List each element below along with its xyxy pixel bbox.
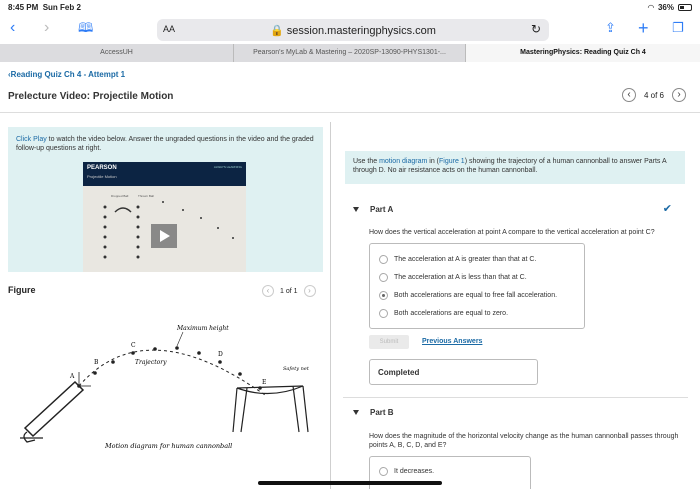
panel-divider: [330, 122, 331, 489]
motion-diagram-link[interactable]: motion diagram: [379, 158, 428, 165]
url-text: 🔒 session.masteringphysics.com: [270, 25, 436, 37]
option-1[interactable]: It decreases.: [379, 467, 434, 476]
trajectory-label: Trajectory: [135, 359, 167, 366]
tab-mylab[interactable]: Pearson's MyLab & Mastering – 2020SP-13090-PHYS1301-...: [233, 44, 466, 62]
part-b-header[interactable]: [343, 405, 688, 423]
item-position: 4 of 6: [643, 90, 664, 100]
submit-button[interactable]: Submit: [369, 335, 409, 349]
point-a-label: A: [70, 373, 75, 380]
video-thumbnail: [83, 162, 246, 272]
point-c-label: C: [131, 342, 136, 349]
breadcrumb[interactable]: ‹Reading Quiz Ch 4 - Attempt 1: [8, 70, 126, 79]
tabs-icon[interactable]: ❐: [672, 20, 684, 35]
safety-net-label: Safety net: [283, 366, 309, 372]
radio-button[interactable]: [379, 309, 388, 318]
part-b-question: How does the magnitude of the horizontal velocity change as the human cannonball passes through points A, B, C, D, and E?: [369, 433, 679, 449]
bookmarks-icon[interactable]: 🕮: [78, 20, 94, 35]
next-item-button[interactable]: ›: [672, 88, 686, 102]
text-size-button[interactable]: AA: [163, 24, 176, 34]
video-instructions: Click Play to watch the video below. Answer the ungraded questions in the video and the graded follow-up questions at right.: [16, 136, 314, 152]
part-a-options: [369, 243, 585, 329]
previous-answers-link[interactable]: Previous Answers: [422, 338, 483, 345]
status-right: [648, 3, 692, 12]
home-indicator[interactable]: [258, 481, 442, 485]
figure-1-link[interactable]: Figure 1: [439, 158, 465, 165]
wifi-icon: ◠: [647, 3, 654, 12]
tab-accessuh[interactable]: AccessUH: [100, 49, 133, 56]
browser-toolbar: [0, 14, 700, 44]
forward-icon[interactable]: ›: [44, 19, 50, 36]
tab-masteringphysics[interactable]: MasteringPhysics: Reading Quiz Ch 4: [466, 44, 700, 62]
part-b-label: Part B: [370, 408, 394, 417]
motion-diagram: [15, 320, 315, 460]
part-a-label: Part A: [370, 205, 394, 214]
svg-text:Thrown Ball: Thrown Ball: [138, 194, 154, 198]
option-4[interactable]: Both accelerations are equal to zero.: [379, 309, 508, 318]
video-tagline: ALWAYS LEARNING: [213, 165, 242, 169]
address-bar[interactable]: [157, 19, 549, 41]
video-panel: [8, 127, 323, 272]
new-tab-icon[interactable]: +: [638, 18, 649, 38]
header-divider: [0, 112, 700, 113]
completed-status: Completed: [369, 359, 538, 385]
problem-prompt: Use the motion diagram in (Figure 1) showing the trajectory of a human cannonball to answer Parts A through D. No air resistance acts on the human cannonball.: [345, 151, 685, 184]
checkmark-icon: ✔: [662, 203, 672, 215]
safety-net: [233, 386, 308, 432]
back-icon[interactable]: ‹: [10, 19, 16, 36]
option-1[interactable]: The acceleration at A is greater than that at C.: [379, 255, 536, 264]
video-subtitle: Projectile Motion: [87, 174, 117, 179]
figure-prev-button[interactable]: ‹: [262, 285, 274, 297]
max-height-label: Maximum height: [177, 325, 229, 332]
cannon: [20, 382, 83, 442]
point-d-label: D: [218, 351, 223, 358]
point-e-label: E: [262, 379, 267, 386]
option-2[interactable]: The acceleration at A is less than that at C.: [379, 273, 527, 282]
part-divider: [343, 397, 688, 398]
click-play-link[interactable]: Click Play: [16, 136, 47, 143]
video-player[interactable]: [83, 162, 246, 272]
radio-button[interactable]: [379, 255, 388, 264]
item-pager: [622, 88, 686, 102]
radio-button[interactable]: [379, 273, 388, 282]
status-bar: [0, 0, 700, 14]
figure-next-button[interactable]: ›: [304, 285, 316, 297]
battery-percent: 36%: [657, 3, 674, 12]
figure-pager: [262, 285, 316, 297]
figure-position: 1 of 1: [280, 287, 298, 295]
point-b-label: B: [94, 359, 99, 366]
part-a-question: How does the vertical acceleration at point A compare to the vertical acceleration at point C?: [369, 229, 655, 236]
play-icon[interactable]: [151, 224, 177, 248]
collapse-triangle-icon: [353, 410, 359, 415]
collapse-triangle-icon: [353, 207, 359, 212]
prev-item-button[interactable]: ‹: [622, 88, 636, 102]
reload-icon[interactable]: ↻: [530, 22, 541, 36]
video-brand: PEARSON: [87, 165, 117, 171]
page-title: Prelecture Video: Projectile Motion: [8, 91, 174, 102]
tab-bar: [0, 44, 700, 62]
share-icon[interactable]: ⇪: [605, 20, 616, 35]
figure-caption: Motion diagram for human cannonball: [105, 442, 233, 450]
status-time: 8:45 PM Sun Feb 2: [8, 3, 81, 12]
figure-heading: Figure: [8, 285, 36, 295]
option-3[interactable]: Both accelerations are equal to free fall acceleration.: [379, 291, 557, 300]
svg-text:Dropped Ball: Dropped Ball: [111, 194, 129, 198]
radio-button-selected[interactable]: [379, 291, 388, 300]
battery-icon: [678, 4, 692, 11]
part-a-header[interactable]: [343, 202, 688, 220]
radio-button[interactable]: [379, 467, 388, 476]
